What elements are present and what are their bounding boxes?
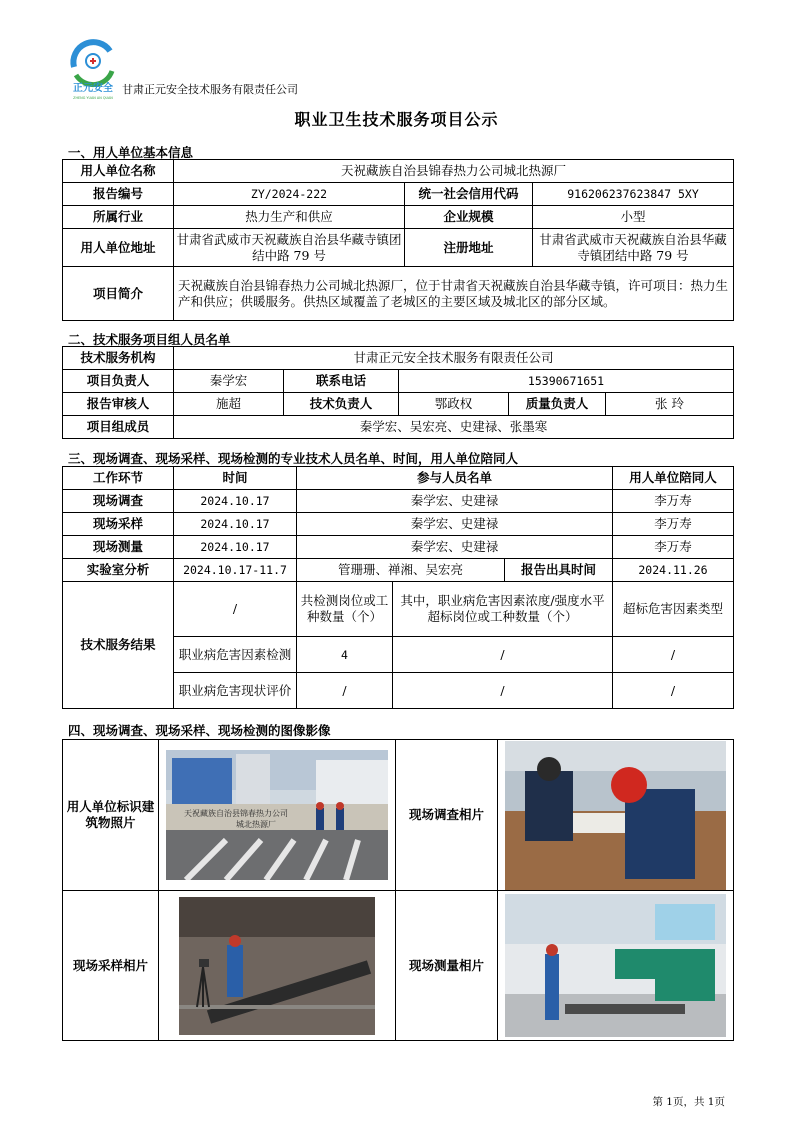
reg-address-value: 甘肃省武威市天祝藏族自治县华藏寺镇团结中路 79 号 bbox=[533, 229, 734, 267]
section4-heading: 四、现场调查、现场采样、现场检测的图像影像 bbox=[68, 723, 331, 738]
gate-text-1: 天祝藏族自治县锦春热力公司 bbox=[184, 809, 288, 818]
section3-heading: 三、现场调查、现场采样、现场检测的专业技术人员名单、时间，用人单位陪同人 bbox=[68, 451, 519, 466]
col-stage: 工作环节 bbox=[63, 467, 174, 490]
col-escort: 用人单位陪同人 bbox=[613, 467, 734, 490]
stage-cell: 现场采样 bbox=[63, 513, 174, 536]
basic-info-table bbox=[62, 159, 734, 321]
table-row bbox=[63, 536, 734, 559]
scale-label: 企业规模 bbox=[405, 206, 533, 229]
phone-label: 联系电话 bbox=[284, 370, 399, 393]
industry-label: 所属行业 bbox=[63, 206, 174, 229]
stage-cell: 现场测量 bbox=[63, 536, 174, 559]
intro-value: 天祝藏族自治县锦春热力公司城北热源厂，位于甘肃省天祝藏族自治县华藏寺镇，许可项目：热力生产和供应；供暖服务。供热区域覆盖了老城区的主要区域及城北区的部分区域。 bbox=[174, 267, 734, 321]
results-row1-exceed: / bbox=[393, 637, 613, 673]
results-row1-count: 4 bbox=[297, 637, 393, 673]
address-label: 用人单位地址 bbox=[63, 229, 174, 267]
tech-lead-value: 鄂政权 bbox=[399, 393, 509, 416]
industry-value: 热力生产和供应 bbox=[174, 206, 405, 229]
address-value: 甘肃省武威市天祝藏族自治县华藏寺镇团结中路 79 号 bbox=[174, 229, 405, 267]
results-head-factor: 超标危害因素类型 bbox=[613, 582, 734, 637]
photo3-label: 现场采样相片 bbox=[63, 891, 159, 1041]
report-no-label: 报告编号 bbox=[63, 183, 174, 206]
logo-text: 正元安全 bbox=[73, 83, 113, 94]
time-cell: 2024.10.17 bbox=[174, 513, 297, 536]
time-cell: 2024.10.17 bbox=[174, 490, 297, 513]
gate-text-2: 城北热源厂 bbox=[236, 820, 276, 829]
people-cell: 秦学宏、史建禄 bbox=[297, 536, 613, 559]
results-row1-factor: / bbox=[613, 637, 734, 673]
reg-address-label: 注册地址 bbox=[405, 229, 533, 267]
org-value: 甘肃正元安全技术服务有限责任公司 bbox=[174, 347, 734, 370]
staff-table bbox=[62, 346, 734, 439]
credit-code-value: 916206237623847 5XY bbox=[533, 183, 734, 206]
employer-value: 天祝藏族自治县锦春热力公司城北热源厂 bbox=[174, 160, 734, 183]
table-row bbox=[63, 513, 734, 536]
results-row2-exceed: / bbox=[393, 673, 613, 709]
survey-photo bbox=[505, 741, 726, 890]
results-row1-label: 职业病危害因素检测 bbox=[174, 637, 297, 673]
page-number: 第 1页，共 1页 bbox=[652, 1096, 725, 1108]
col-time: 时间 bbox=[174, 467, 297, 490]
lead-label: 项目负责人 bbox=[63, 370, 174, 393]
lead-value: 秦学宏 bbox=[174, 370, 284, 393]
photo1-label: 用人单位标识建筑物照片 bbox=[63, 740, 159, 891]
results-head-blank: / bbox=[174, 582, 297, 637]
results-head-exceed: 其中，职业病危害因素浓度/强度水平超标岗位或工种数量（个） bbox=[393, 582, 613, 637]
results-row2-count: / bbox=[297, 673, 393, 709]
photo-table bbox=[62, 739, 734, 1041]
members-label: 项目组成员 bbox=[63, 416, 174, 439]
report-no-value: ZY/2024-222 bbox=[174, 183, 405, 206]
results-row2-label: 职业病危害现状评价 bbox=[174, 673, 297, 709]
org-label: 技术服务机构 bbox=[63, 347, 174, 370]
stage-cell: 现场调查 bbox=[63, 490, 174, 513]
escort-cell: 李万寿 bbox=[613, 513, 734, 536]
photo4-label: 现场测量相片 bbox=[396, 891, 498, 1041]
col-people: 参与人员名单 bbox=[297, 467, 613, 490]
building-photo bbox=[166, 750, 388, 880]
table-row bbox=[63, 490, 734, 513]
employer-label: 用人单位名称 bbox=[63, 160, 174, 183]
intro-label: 项目简介 bbox=[63, 267, 174, 321]
company-header: 甘肃正元安全技术服务有限责任公司 bbox=[122, 83, 298, 96]
photo2-label: 现场调查相片 bbox=[396, 740, 498, 891]
time-cell: 2024.10.17 bbox=[174, 536, 297, 559]
reviewer-label: 报告审核人 bbox=[63, 393, 174, 416]
escort-cell: 李万寿 bbox=[613, 536, 734, 559]
people-cell: 秦学宏、史建禄 bbox=[297, 490, 613, 513]
results-label: 技术服务结果 bbox=[63, 582, 174, 709]
lab-time: 2024.10.17-11.7 bbox=[174, 559, 297, 582]
field-work-table bbox=[62, 466, 734, 709]
section1-heading: 一、用人单位基本信息 bbox=[68, 145, 194, 160]
people-cell: 秦学宏、史建禄 bbox=[297, 513, 613, 536]
measurement-photo bbox=[505, 894, 726, 1037]
phone-value: 15390671651 bbox=[399, 370, 734, 393]
quality-label: 质量负责人 bbox=[509, 393, 606, 416]
quality-value: 张 玲 bbox=[606, 393, 734, 416]
report-date-label: 报告出具时间 bbox=[505, 559, 613, 582]
report-date-value: 2024.11.26 bbox=[613, 559, 734, 582]
results-head-count: 共检测岗位或工种数量（个） bbox=[297, 582, 393, 637]
tech-lead-label: 技术负责人 bbox=[284, 393, 399, 416]
lab-stage: 实验室分析 bbox=[63, 559, 174, 582]
lab-people: 管珊珊、禅湘、吴宏亮 bbox=[297, 559, 505, 582]
scale-value: 小型 bbox=[533, 206, 734, 229]
escort-cell: 李万寿 bbox=[613, 490, 734, 513]
company-logo bbox=[64, 37, 122, 103]
credit-code-label: 统一社会信用代码 bbox=[405, 183, 533, 206]
reviewer-value: 施超 bbox=[174, 393, 284, 416]
page-title: 职业卫生技术服务项目公示 bbox=[294, 110, 499, 129]
logo-subtext: ZHENG YUAN AN QUAN bbox=[73, 96, 113, 100]
members-value: 秦学宏、吴宏亮、史建禄、张墨寒 bbox=[174, 416, 734, 439]
section2-heading: 二、技术服务项目组人员名单 bbox=[68, 332, 231, 347]
sampling-photo bbox=[179, 897, 375, 1035]
results-row2-factor: / bbox=[613, 673, 734, 709]
